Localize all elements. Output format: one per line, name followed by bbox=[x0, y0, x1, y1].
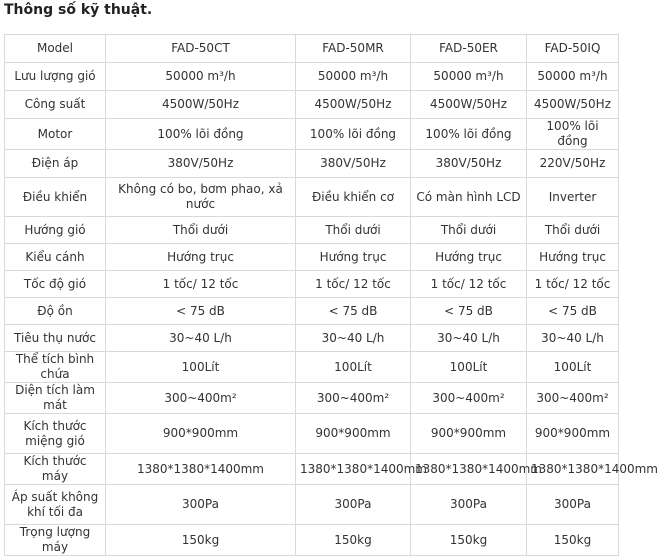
table-cell: 300~400m² bbox=[411, 383, 527, 414]
row-label: Độ ồn bbox=[5, 298, 106, 325]
row-label: Thể tích bình chứa bbox=[5, 352, 106, 383]
row-label: Tốc độ gió bbox=[5, 271, 106, 298]
row-label: Điện áp bbox=[5, 150, 106, 178]
table-cell: 50000 m³/h bbox=[106, 63, 296, 91]
table-cell: 150kg bbox=[527, 525, 619, 556]
table-cell: 50000 m³/h bbox=[296, 63, 411, 91]
table-cell: 900*900mm bbox=[106, 414, 296, 454]
table-cell: 4500W/50Hz bbox=[296, 91, 411, 119]
table-cell: 1 tốc/ 12 tốc bbox=[296, 271, 411, 298]
table-cell: 100% lõi đồng bbox=[106, 119, 296, 150]
table-cell: 4500W/50Hz bbox=[527, 91, 619, 119]
table-cell: 1380*1380*1400mm bbox=[411, 454, 527, 485]
row-label: Model bbox=[5, 35, 106, 63]
table-cell: 150kg bbox=[411, 525, 527, 556]
table-cell: 900*900mm bbox=[296, 414, 411, 454]
table-cell: 100% lõi đồng bbox=[411, 119, 527, 150]
table-cell: 300~400m² bbox=[106, 383, 296, 414]
table-cell: Thổi dưới bbox=[106, 217, 296, 244]
table-row bbox=[5, 91, 619, 119]
table-cell: < 75 dB bbox=[411, 298, 527, 325]
table-cell: FAD-50ER bbox=[411, 35, 527, 63]
table-cell: 1380*1380*1400mm bbox=[106, 454, 296, 485]
table-row bbox=[5, 383, 619, 414]
table-row bbox=[5, 325, 619, 352]
table-row bbox=[5, 454, 619, 485]
table-row bbox=[5, 352, 619, 383]
table-cell: Hướng trục bbox=[527, 244, 619, 271]
table-cell: 300Pa bbox=[106, 485, 296, 525]
table-row bbox=[5, 485, 619, 525]
table-cell: 100Lít bbox=[296, 352, 411, 383]
table-cell: 150kg bbox=[106, 525, 296, 556]
table-cell: < 75 dB bbox=[106, 298, 296, 325]
table-cell: 50000 m³/h bbox=[411, 63, 527, 91]
table-cell: 100% lõi đồng bbox=[296, 119, 411, 150]
spec-table-body bbox=[5, 35, 658, 556]
table-row bbox=[5, 119, 619, 150]
spec-table bbox=[4, 34, 658, 556]
table-cell: Có màn hình LCD bbox=[411, 178, 527, 217]
row-label: Tiêu thụ nước bbox=[5, 325, 106, 352]
table-cell: 1380*1380*1400mm bbox=[296, 454, 411, 485]
row-label: Motor bbox=[5, 119, 106, 150]
table-cell: Thổi dưới bbox=[411, 217, 527, 244]
table-cell: 900*900mm bbox=[411, 414, 527, 454]
row-label: Kiểu cánh bbox=[5, 244, 106, 271]
table-cell: < 75 dB bbox=[296, 298, 411, 325]
table-cell: 4500W/50Hz bbox=[411, 91, 527, 119]
row-label: Áp suất không khí tối đa bbox=[5, 485, 106, 525]
table-cell: Điều khiển cơ bbox=[296, 178, 411, 217]
table-cell: 100Lít bbox=[106, 352, 296, 383]
table-cell: Inverter bbox=[527, 178, 619, 217]
table-row bbox=[5, 244, 619, 271]
table-row bbox=[5, 525, 619, 556]
table-cell: 380V/50Hz bbox=[296, 150, 411, 178]
table-cell: Hướng trục bbox=[411, 244, 527, 271]
table-row bbox=[5, 271, 619, 298]
table-cell: FAD-50CT bbox=[106, 35, 296, 63]
table-cell: FAD-50MR bbox=[296, 35, 411, 63]
row-label: Điều khiển bbox=[5, 178, 106, 217]
table-cell: 1 tốc/ 12 tốc bbox=[527, 271, 619, 298]
table-cell: 100Lít bbox=[411, 352, 527, 383]
table-cell: 300Pa bbox=[296, 485, 411, 525]
table-cell: 300Pa bbox=[527, 485, 619, 525]
table-row bbox=[5, 298, 619, 325]
table-cell: 1 tốc/ 12 tốc bbox=[411, 271, 527, 298]
row-label: Lưu lượng gió bbox=[5, 63, 106, 91]
table-cell: FAD-50IQ bbox=[527, 35, 619, 63]
table-cell: < 75 dB bbox=[527, 298, 619, 325]
table-cell: Thổi dưới bbox=[527, 217, 619, 244]
table-cell: 300~400m² bbox=[527, 383, 619, 414]
table-cell: Hướng trục bbox=[106, 244, 296, 271]
row-label: Kích thước miệng gió bbox=[5, 414, 106, 454]
table-cell: Không có bo, bơm phao, xả nước bbox=[106, 178, 296, 217]
table-cell: 30~40 L/h bbox=[527, 325, 619, 352]
table-row bbox=[5, 178, 619, 217]
row-label: Công suất bbox=[5, 91, 106, 119]
row-label: Hướng gió bbox=[5, 217, 106, 244]
table-cell: 4500W/50Hz bbox=[106, 91, 296, 119]
table-cell: 150kg bbox=[296, 525, 411, 556]
table-cell: 1380*1380*1400mm bbox=[527, 454, 619, 485]
table-cell: 30~40 L/h bbox=[411, 325, 527, 352]
table-row bbox=[5, 414, 619, 454]
table-cell: 100Lít bbox=[527, 352, 619, 383]
table-cell: 380V/50Hz bbox=[106, 150, 296, 178]
table-row bbox=[5, 63, 619, 91]
table-cell: 30~40 L/h bbox=[296, 325, 411, 352]
row-label: Trọng lượng máy bbox=[5, 525, 106, 556]
table-cell: 220V/50Hz bbox=[527, 150, 619, 178]
table-cell: 50000 m³/h bbox=[527, 63, 619, 91]
table-cell: Thổi dưới bbox=[296, 217, 411, 244]
table-cell: Hướng trục bbox=[296, 244, 411, 271]
table-cell: 300~400m² bbox=[296, 383, 411, 414]
row-label: Kích thước máy bbox=[5, 454, 106, 485]
table-row bbox=[5, 35, 619, 63]
table-cell: 100% lõi đồng bbox=[527, 119, 619, 150]
table-cell: 300Pa bbox=[411, 485, 527, 525]
row-label: Diện tích làm mát bbox=[5, 383, 106, 414]
table-cell: 380V/50Hz bbox=[411, 150, 527, 178]
table-row bbox=[5, 150, 619, 178]
table-row bbox=[5, 217, 619, 244]
table-cell: 900*900mm bbox=[527, 414, 619, 454]
page-title: Thông số kỹ thuật. bbox=[4, 2, 153, 18]
table-cell: 1 tốc/ 12 tốc bbox=[106, 271, 296, 298]
table-cell: 30~40 L/h bbox=[106, 325, 296, 352]
